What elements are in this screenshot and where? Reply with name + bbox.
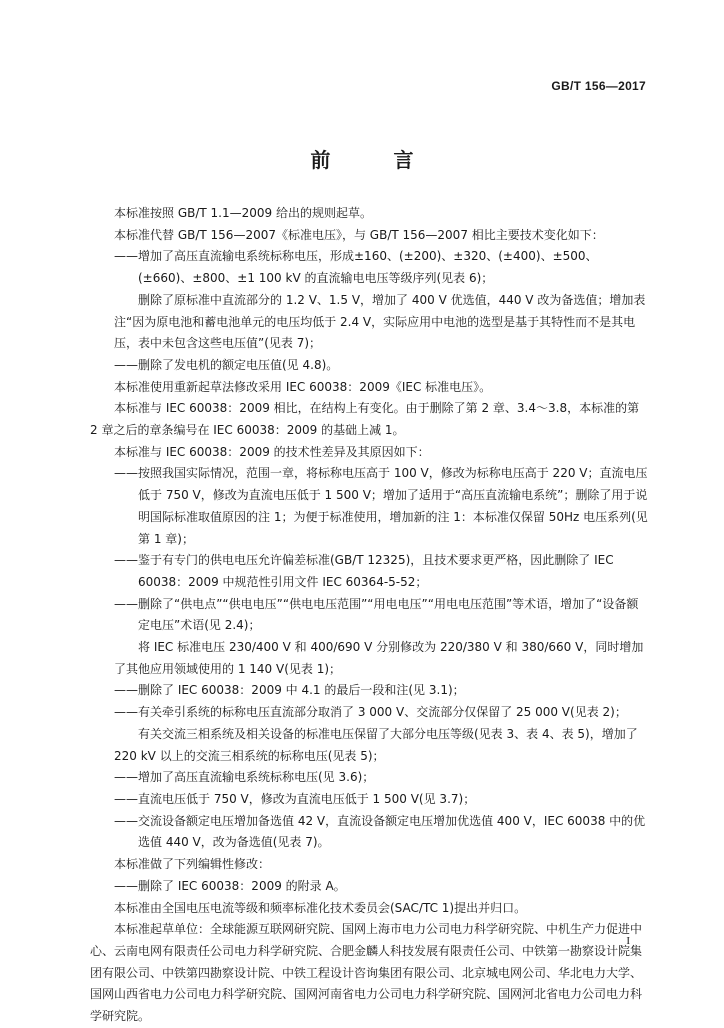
dash-item: ——删除了 IEC 60038：2009 中 4.1 的最后一段和注(见 3.1)； xyxy=(114,683,465,698)
dash-item: ——删除了“供电点”“供电电压”“供电电压范围”“用电电压”“用电电压范围”等术语，增加了“设备额定电压”术语(见 2.4)； xyxy=(114,596,639,633)
dash-item: ——增加了高压直流输电系统标称电压，形成±160、(±200)、±320、(±400)、±500、(±660)、±800、±1 100 kV 的直流输电电压等级序列(见表 6)； xyxy=(114,249,598,286)
paragraph: 本标准起草单位：全球能源互联网研究院、国网上海市电力公司电力科学研究院、中机生产力促进中心、云南电网有限责任公司电力科学研究院、合肥金麟人科技发展有限责任公司、中铁第一勘察设计院集团有限公司、中铁第四勘察设计院、中铁工程设计咨询集团有限公司、北京城电网公司、华北电力大学、国网山西省电力公司电力科学研究院、国网河南省电力公司电力科学研究院、国网河北省电力公司电力科学研究院。 xyxy=(90,922,643,1024)
dash-item-continuation: 将 IEC 标准电压 230/400 V 和 400/690 V 分别修改为 220/380 V 和 380/660 V，同时增加了其他应用领域使用的 1 140 V(见表 1)； xyxy=(114,640,644,676)
dash-item: ——有关牵引系统的标称电压直流部分取消了 3 000 V、交流部分仅保留了 25 000 V(见表 2)； xyxy=(114,705,627,720)
paragraph: 本标准与 IEC 60038：2009 的技术性差异及其原因如下： xyxy=(114,444,430,459)
dash-item: ——按照我国实际情况，范围一章，将标称电压高于 100 V，修改为标称电压高于 220 V；直流电压低于 750 V，修改为直流电压低于 1 500 V；增加了适用于“高压直流输电系统”；删除了用于说明国际标准取值原因的注 1；为便于标准使用，增加新的注 1：本标准仅保留 50Hz 电压系列(见第 1 章)； xyxy=(114,466,648,546)
page-number: I xyxy=(626,935,630,947)
dash-item: ——增加了高压直流输电系统标称电压(见 3.6)； xyxy=(114,770,375,785)
paragraph: 本标准与 IEC 60038：2009 相比，在结构上有变化。由于删除了第 2 章、3.4～3.8，本标准的第 2 章之后的章条编号在 IEC 60038：2009 的基础上减 1。 xyxy=(90,401,640,438)
paragraph: 本标准按照 GB/T 1.1—2009 给出的规则起草。 xyxy=(114,206,372,220)
paragraph: 本标准使用重新起草法修改采用 IEC 60038：2009《IEC 标准电压》。 xyxy=(114,379,492,394)
document-body xyxy=(90,203,650,1028)
dash-item: ——鉴于有专门的供电电压允许偏差标准(GB/T 12325)，且技术要求更严格，因此删除了 IEC 60038：2009 中规范性引用文件 IEC 60364-5-52； xyxy=(114,553,614,589)
paragraph: 本标准代替 GB/T 156—2007《标准电压》，与 GB/T 156—2007 相比主要技术变化如下： xyxy=(114,227,604,242)
paragraph: 本标准由全国电压电流等级和频率标准化技术委员会(SAC/TC 1)提出并归口。 xyxy=(114,900,527,915)
page-title: 前 言 xyxy=(310,148,442,172)
dash-item-continuation: 删除了原标准中直流部分的 1.2 V、1.5 V，增加了 400 V 优选值，440 V 改为备选值；增加表注“因为原电池和蓄电池单元的电压均低于 2.4 V，实际应用中电池的选型是基于其特性而不是其电压，表中未包含这些电压值”(见表 7)； xyxy=(114,292,646,351)
dash-item: ——删除了发电机的额定电压值(见 4.8)。 xyxy=(114,357,339,372)
dash-item: ——删除了 IEC 60038：2009 的附录 A。 xyxy=(114,878,346,893)
standard-code: GB/T 156—2017 xyxy=(551,79,646,93)
dash-item-continuation: 有关交流三相系统及相关设备的标准电压保留了大部分电压等级(见表 3、表 4、表 5)，增加了 220 kV 以上的交流三相系统的标称电压(见表 5)； xyxy=(114,726,638,763)
dash-item: ——直流电压低于 750 V，修改为直流电压低于 1 500 V(见 3.7)； xyxy=(114,791,476,806)
paragraph: 本标准做了下列编辑性修改： xyxy=(114,857,271,872)
dash-item: ——交流设备额定电压增加备选值 42 V，直流设备额定电压增加优选值 400 V，IEC 60038 中的优选值 440 V，改为备选值(见表 7)。 xyxy=(114,813,646,850)
